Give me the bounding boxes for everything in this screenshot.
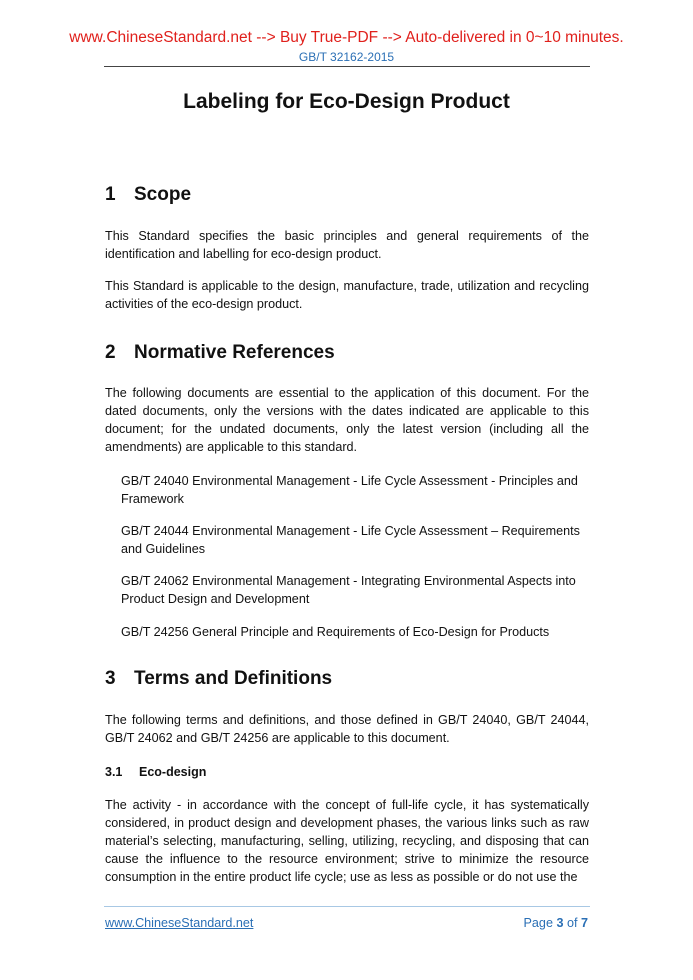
document-number: GB/T 32162-2015 — [298, 50, 395, 64]
section-title: Normative References — [134, 342, 335, 363]
promo-banner[interactable]: www.ChineseStandard.net --> Buy True-PDF --> Auto-delivered in 0~10 minutes. — [69, 29, 624, 46]
document-title: Labeling for Eco-Design Product — [183, 90, 510, 113]
reference-item: GB/T 24044 Environmental Management - Life Cycle Assessment – Requirements and Guidelines — [121, 524, 580, 556]
page-indicator — [524, 916, 588, 930]
subsection-heading-eco-design — [105, 765, 206, 779]
current-page: 3 — [556, 916, 564, 930]
section-heading-terms — [105, 668, 332, 690]
section-title: Scope — [134, 184, 192, 205]
section-heading-scope — [105, 184, 191, 206]
paragraph: The following documents are essential to the application of this document. For the dated documents, only the versions with the dates indicated are applicable to this document; for the undated documents, only the latest version (including all the amendments) are applicable to this standard. — [105, 386, 589, 454]
page-label: Page — [523, 916, 553, 930]
paragraph: This Standard is applicable to the design, manufacture, trade, utilization and recycling activities of the eco-design product. — [105, 279, 589, 311]
header-divider — [104, 66, 590, 67]
section-number: 1 — [105, 184, 116, 205]
footer-link[interactable]: www.ChineseStandard.net — [105, 916, 254, 930]
reference-item: GB/T 24040 Environmental Management - Life Cycle Assessment - Principles and Framework — [121, 474, 578, 506]
reference-item: GB/T 24062 Environmental Management - Integrating Environmental Aspects into Product Design and Development — [121, 574, 576, 606]
paragraph: The activity - in accordance with the concept of full-life cycle, it has systematically considered, in product design and development phases, the various links such as raw material’s selecting, manufacturing, selling, utilizing, recycling, and disposing that can cause the influence to the resource environment; strive to minimize the resource consumption in the entire product life cycle; use as less as possible or do not use the — [105, 798, 589, 884]
subsection-title: Eco-design — [139, 765, 207, 779]
section-title: Terms and Definitions — [134, 668, 333, 689]
total-pages: 7 — [580, 916, 588, 930]
of-label: of — [566, 916, 578, 930]
subsection-number: 3.1 — [105, 765, 123, 779]
section-number: 2 — [105, 342, 116, 363]
reference-item: GB/T 24256 General Principle and Requirements of Eco-Design for Products — [121, 625, 550, 639]
paragraph: This Standard specifies the basic principles and general requirements of the identification and labelling for eco-design product. — [105, 229, 589, 261]
section-heading-normative-references — [105, 342, 335, 364]
footer-divider — [104, 906, 590, 907]
paragraph: The following terms and definitions, and those defined in GB/T 24040, GB/T 24044, GB/T 24062 and GB/T 24256 are applicable to this document. — [105, 713, 589, 745]
section-number: 3 — [105, 668, 116, 689]
